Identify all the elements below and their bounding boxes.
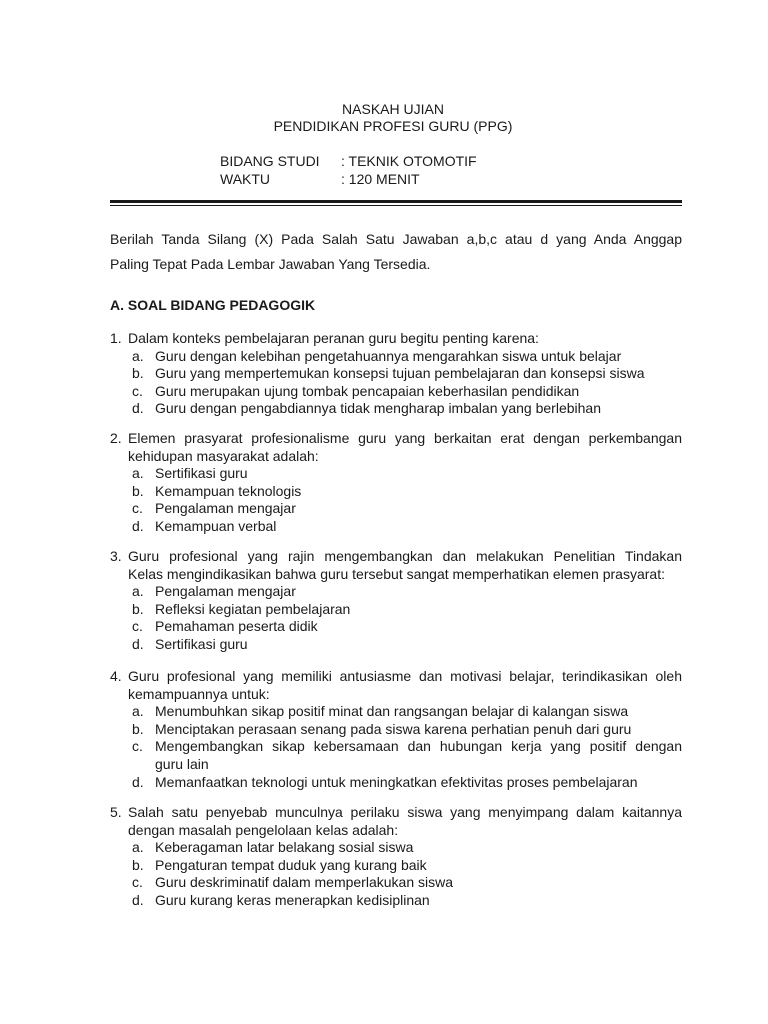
answer-option (110, 892, 682, 910)
time-value: : 120 MENIT (341, 171, 420, 187)
answer-option-letter: d. (132, 635, 144, 652)
answer-option-letter: c. (132, 500, 143, 517)
answer-option-text: Memanfaatkan teknologi untuk meningkatkan efektivitas proses pembelajaran (155, 773, 638, 790)
answer-option-text: Pengalaman mengajar (155, 500, 296, 517)
answer-option (110, 738, 682, 773)
answer-option (110, 583, 682, 601)
question-stem-line: Kelas mengindikasikan bahwa guru tersebut sangat memperhatikan elemen prasyarat: (128, 565, 665, 582)
answer-option-letter: a. (132, 703, 144, 720)
answer-option-letter: d. (132, 517, 144, 534)
question-stem (110, 548, 682, 583)
field-of-study-label: BIDANG STUDI (220, 153, 320, 169)
question-item (110, 668, 682, 791)
answer-option (110, 857, 682, 875)
answer-option-letter: d. (132, 891, 144, 908)
question-stem-line: kehidupan masyarakat adalah: (128, 447, 319, 464)
answer-option-text: Guru dengan kelebihan pengetahuannya mengarahkan siswa untuk belajar (155, 347, 622, 364)
answer-option-text: Menumbuhkan sikap positif minat dan rangsangan belajar di kalangan siswa (155, 703, 629, 720)
answer-option-text: Guru merupakan ujung tombak pencapaian keberhasilan pendidikan (155, 382, 580, 399)
question-number: 1. (110, 330, 122, 346)
answer-option (110, 483, 682, 501)
answer-option-letter: a. (132, 347, 144, 364)
answer-option-letter: c. (132, 874, 143, 891)
answer-option (110, 500, 682, 518)
answer-option-text: Pengaturan tempat duduk yang kurang baik (155, 856, 427, 873)
question-number: 3. (110, 548, 122, 564)
answer-option-letter: a. (132, 583, 144, 600)
answer-option (110, 636, 682, 654)
answer-option-letter: c. (132, 382, 143, 399)
exam-title: NASKAH UJIAN (342, 101, 444, 117)
answer-option (110, 383, 682, 401)
answer-option-letter: b. (132, 600, 144, 617)
question-stem-line: dengan masalah pengelolaan kelas adalah: (128, 821, 399, 838)
answer-option-letter: c. (132, 618, 143, 635)
question-stem-line: Dalam konteks pembelajaran peranan guru begitu penting karena: (128, 330, 539, 346)
answer-option-letter: c. (132, 738, 143, 755)
time-label: WAKTU (220, 171, 271, 187)
answer-option-letter: a. (132, 839, 144, 856)
field-of-study-value: : TEKNIK OTOMOTIF (341, 153, 477, 169)
answer-option-text: Guru deskriminatif dalam memperlakukan siswa (155, 874, 453, 891)
answer-option (110, 774, 682, 792)
answer-option-text: Sertifikasi guru (155, 635, 248, 652)
answer-option-text: Mengembangkan sikap kebersamaan dan hubungan kerja yang positif dengan (155, 738, 682, 755)
answer-option-text: Refleksi kegiatan pembelajaran (155, 600, 351, 617)
answer-option-letter: b. (132, 482, 144, 499)
answer-option (110, 400, 682, 418)
question-item (110, 548, 682, 654)
question-stem (110, 330, 682, 348)
answer-option-letter: b. (132, 365, 144, 382)
question-number: 2. (110, 430, 122, 446)
answer-option (110, 348, 682, 366)
question-stem (110, 430, 682, 465)
header-divider-thick (110, 200, 682, 203)
section-title: A. SOAL BIDANG PEDAGOGIK (110, 297, 316, 313)
answer-option-letter: d. (132, 773, 144, 790)
answer-option (110, 465, 682, 483)
question-stem-line: kemampuannya untuk: (128, 685, 270, 702)
answer-option-text: Guru yang mempertemukan konsepsi tujuan pembelajaran dan konsepsi siswa (155, 365, 645, 382)
answer-option-letter: b. (132, 720, 144, 737)
answer-option-text: Keberagaman latar belakang sosial siswa (155, 839, 414, 856)
question-stem-line: Guru profesional yang memiliki antusiasme dan motivasi belajar, terindikasikan oleh (128, 668, 682, 684)
answer-option-letter: b. (132, 856, 144, 873)
header-divider-thin (110, 205, 682, 206)
answer-option-text: Kemampuan verbal (155, 517, 277, 534)
answer-option-text: Kemampuan teknologis (155, 482, 302, 499)
question-stem-line: Guru profesional yang rajin mengembangkan dan melakukan Penelitian Tindakan (128, 548, 682, 564)
answer-option (110, 365, 682, 383)
question-item (110, 430, 682, 536)
answer-option-letter: a. (132, 465, 144, 482)
answer-option (110, 703, 682, 721)
answer-option (110, 618, 682, 636)
answer-option-text: Pengalaman mengajar (155, 583, 296, 600)
question-stem (110, 804, 682, 839)
question-item (110, 804, 682, 910)
answer-option (110, 518, 682, 536)
exam-subtitle: PENDIDIKAN PROFESI GURU (PPG) (273, 118, 513, 134)
answer-option-text: Guru kurang keras menerapkan kedisiplinan (155, 891, 430, 908)
question-stem (110, 668, 682, 703)
answer-option (110, 839, 682, 857)
question-number: 5. (110, 804, 122, 820)
answer-option (110, 874, 682, 892)
answer-option-letter: d. (132, 400, 144, 417)
question-stem-line: Elemen prasyarat profesionalisme guru yang berkaitan erat dengan perkembangan (128, 430, 682, 446)
instruction-line: Berilah Tanda Silang (X) Pada Salah Satu Jawaban a,b,c atau d yang Anda Anggap (110, 231, 682, 247)
question-number: 4. (110, 668, 122, 684)
question-item (110, 330, 682, 418)
answer-option-text: Pemahaman peserta didik (155, 618, 318, 635)
answer-option-text: Sertifikasi guru (155, 465, 248, 482)
instruction-line: Paling Tepat Pada Lembar Jawaban Yang Tersedia. (110, 256, 431, 272)
instruction-text (110, 227, 682, 277)
answer-option (110, 721, 682, 739)
answer-option-text: guru lain (155, 755, 209, 772)
question-stem-line: Salah satu penyebab munculnya perilaku siswa yang menyimpang dalam kaitannya (128, 804, 682, 820)
answer-option-text: Menciptakan perasaan senang pada siswa karena perhatian penuh dari guru (155, 720, 632, 737)
answer-option-text: Guru dengan pengabdiannya tidak mengharap imbalan yang berlebihan (155, 400, 601, 417)
answer-option (110, 601, 682, 619)
